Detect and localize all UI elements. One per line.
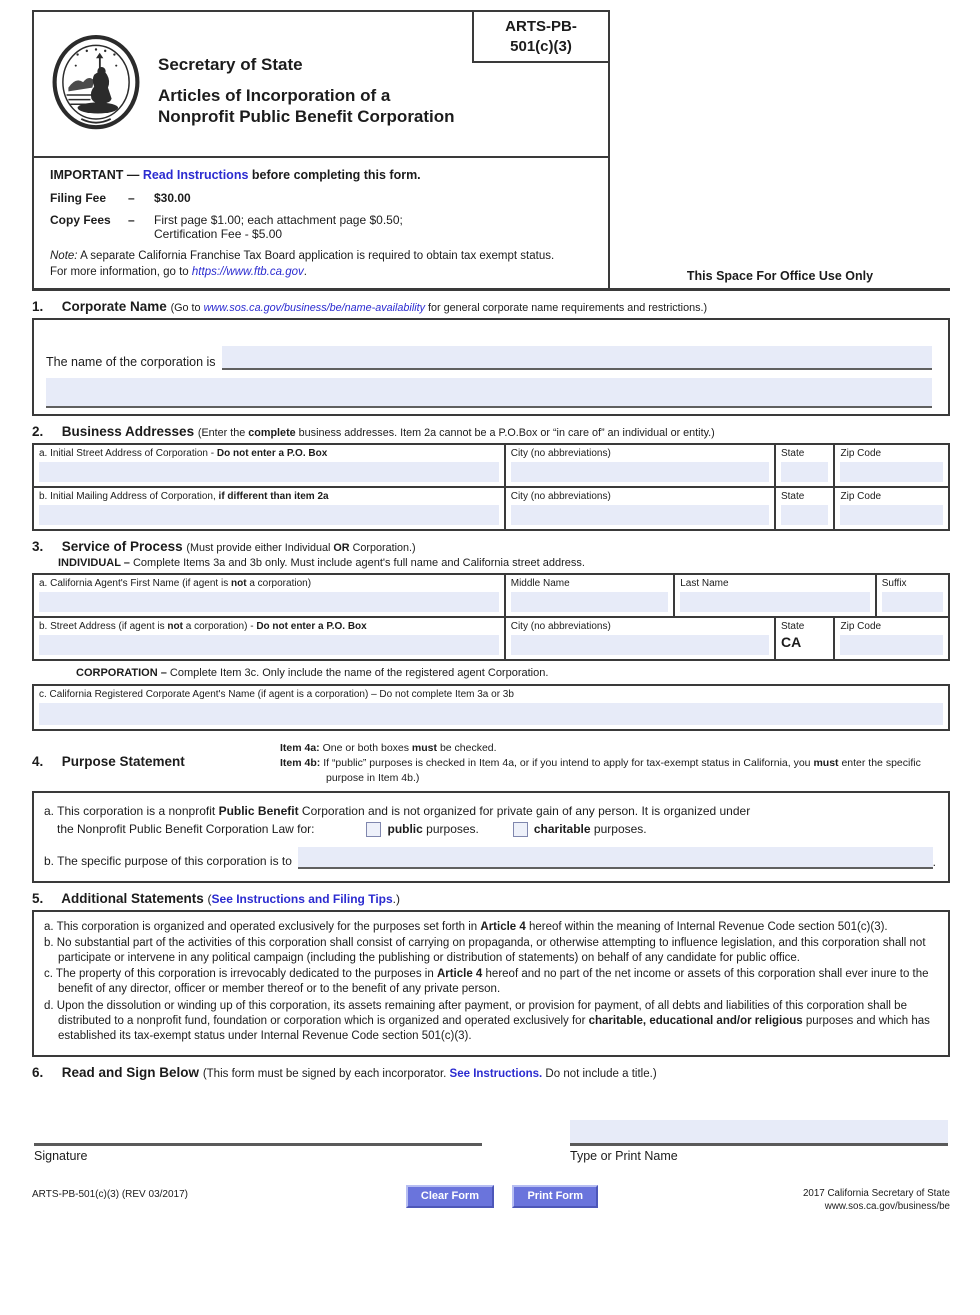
section5-paren-close: .) <box>392 891 401 906</box>
section3-number: 3. <box>32 539 44 555</box>
statement-d <box>44 999 938 1045</box>
individual-label: INDIVIDUAL – <box>58 557 130 570</box>
corporate-agent-name-label: c. California Registered Corporate Agent's Name (if agent is a corporation) – Do not complete Item 3a or 3b <box>39 689 514 701</box>
print-form-button[interactable]: Print Form <box>512 1185 598 1208</box>
specific-purpose-field[interactable] <box>298 847 933 869</box>
purpose-a-post: Corporation and is not organized for private gain of any person. It is organized under <box>301 803 751 818</box>
section2-number: 2. <box>32 424 44 440</box>
read-instructions-link[interactable]: Read Instructions <box>142 168 249 182</box>
section3-or-bold: OR <box>333 542 350 555</box>
city-cell <box>505 487 775 530</box>
california-state-seal-icon <box>50 34 142 134</box>
statement-c-pre: c. The property of this corporation is irrevocably dedicated to the purposes in <box>44 968 434 981</box>
last-name-cell <box>674 574 876 617</box>
filing-fee-value: $30.00 <box>154 191 191 205</box>
section3-title: Service of Process <box>61 539 183 555</box>
specific-purpose-label: b. The specific purpose of this corporation is to <box>44 853 292 868</box>
corporate-name-field-line1[interactable] <box>222 346 932 370</box>
form-code-box <box>472 12 608 63</box>
last-name-label: Last Name <box>680 578 729 590</box>
section4-instructions <box>280 741 950 787</box>
print-name-block <box>570 1120 948 1163</box>
agent-zip-label: Zip Code <box>840 621 882 633</box>
signature-block <box>34 1120 482 1163</box>
state-cell <box>775 444 835 487</box>
table-row <box>33 487 949 530</box>
important-rest: before completing this form. <box>251 168 421 182</box>
charitable-checkbox-label-rest: purposes. <box>593 822 647 837</box>
section2-title: Business Addresses <box>61 424 195 440</box>
signature-label: Signature <box>34 1149 88 1164</box>
agent-street-address-cell <box>33 617 505 660</box>
copy-fees-line2: Certification Fee - $5.00 <box>154 227 283 241</box>
statement-c-post: hereof and no part of the net income or assets of this corporation shall ever inure to the benefit of any director, officer or member thereof or to the benefit of any private person. <box>58 968 929 996</box>
agent-street-label-bold2: Do not enter a P.O. Box <box>256 621 367 633</box>
section1-paren-pre: (Go to <box>170 302 201 315</box>
mailing-address-label-pre: b. Initial Mailing Address of Corporation, <box>39 491 216 503</box>
section6-heading <box>32 1065 950 1080</box>
state-field[interactable] <box>781 462 829 482</box>
city-label: City (no abbreviations) <box>510 448 611 460</box>
header-left-column <box>32 10 610 288</box>
agency-name: Secretary of State <box>158 54 303 74</box>
public-checkbox-label-rest: purposes. <box>426 822 479 837</box>
table-row <box>33 617 949 660</box>
section3-paren-pre: (Must provide either Individual <box>186 542 331 555</box>
statement-a-bold: Article 4 <box>480 920 526 933</box>
statement-a-post: hereof within the meaning of Internal Revenue Code section 501(c)(3). <box>529 920 888 933</box>
copy-fees-row <box>50 213 594 241</box>
section1-title: Corporate Name <box>61 299 167 315</box>
important-label: IMPORTANT — <box>50 168 140 182</box>
note-label: Note: <box>50 250 78 262</box>
street-address-cell <box>33 444 505 487</box>
additional-statements-box <box>32 910 950 1057</box>
suffix-field[interactable] <box>882 592 943 612</box>
copy-fees-value <box>154 213 403 241</box>
charitable-purposes-checkbox[interactable] <box>513 822 528 837</box>
section1-paren-post: for general corporate name requirements and restrictions.) <box>428 302 708 315</box>
agent-street-label-bold1: not <box>167 621 183 633</box>
office-use-area <box>610 10 950 288</box>
office-use-label: This Space For Office Use Only <box>686 269 874 284</box>
section1-heading <box>32 299 950 314</box>
print-name-field[interactable] <box>570 1120 948 1146</box>
purpose-a-line2: the Nonprofit Public Benefit Corporation Law for: <box>57 822 315 837</box>
section4-heading <box>32 741 950 787</box>
corporate-name-box <box>32 318 950 416</box>
corporation-instructions <box>76 667 950 679</box>
section6-paren-pre: (This form must be signed by each incorporator. <box>202 1068 447 1081</box>
agent-state-value: CA <box>780 634 802 651</box>
city-field[interactable] <box>511 462 769 482</box>
middle-name-field[interactable] <box>511 592 668 612</box>
agent-first-name-field[interactable] <box>39 592 499 612</box>
individual-text: Complete Items 3a and 3b only. Must include agent's full name and California street address. <box>132 557 585 570</box>
form-title-line2: Nonprofit Public Benefit Corporation <box>158 107 455 126</box>
agent-city-field[interactable] <box>511 635 769 655</box>
zip-field[interactable] <box>840 505 943 525</box>
mailing-address-cell <box>33 487 505 530</box>
agent-city-label: City (no abbreviations) <box>510 621 611 633</box>
street-address-label-pre: a. Initial Street Address of Corporation - <box>39 448 215 460</box>
corporation-text: Complete Item 3c. Only include the name of the registered agent Corporation. <box>169 667 549 680</box>
agent-street-label-pre: b. Street Address (if agent is <box>39 621 165 633</box>
state-label: State <box>780 448 805 460</box>
agent-first-name-label-post: a corporation) <box>249 578 312 590</box>
corporate-agent-name-cell <box>33 685 949 730</box>
ftb-link[interactable]: https://www.ftb.ca.gov <box>191 265 304 278</box>
corporate-agent-name-field[interactable] <box>39 703 943 725</box>
corporate-agent-table <box>32 684 950 731</box>
suffix-cell <box>876 574 949 617</box>
item4a-post: be checked. <box>439 742 497 755</box>
city-label: City (no abbreviations) <box>510 491 611 503</box>
zip-cell <box>834 444 949 487</box>
item4b-label: Item 4b: <box>280 757 321 770</box>
individual-instructions <box>58 557 950 569</box>
section5-number: 5. <box>32 890 44 906</box>
city-field[interactable] <box>511 505 769 525</box>
section2-paren-post: business addresses. Item 2a cannot be a P.O.Box or “in care of” an individual or entity.) <box>298 427 715 440</box>
form-revision-id: ARTS-PB-501(c)(3) (REV 03/2017) <box>32 1189 188 1201</box>
agent-street-address-field[interactable] <box>39 635 499 655</box>
purpose-a-pre: a. This corporation is a nonprofit <box>44 803 216 818</box>
section4-number: 4. <box>32 754 44 770</box>
item4b-post: enter the specific purpose in Item 4b.) <box>326 757 921 785</box>
statement-c <box>44 967 938 997</box>
suffix-label: Suffix <box>881 578 907 590</box>
ftb-note <box>50 249 594 280</box>
zip-label: Zip Code <box>840 491 882 503</box>
agent-zip-cell <box>834 617 949 660</box>
form-title-line1: Articles of Incorporation of a <box>158 85 391 105</box>
statement-c-bold: Article 4 <box>436 968 483 981</box>
section5-heading <box>32 891 950 906</box>
mailing-address-field[interactable] <box>39 505 499 525</box>
agent-first-name-label-bold: not <box>231 578 247 590</box>
signature-row <box>32 1120 950 1163</box>
clear-form-button[interactable]: Clear Form <box>406 1185 494 1208</box>
state-field[interactable] <box>781 505 829 525</box>
middle-name-label: Middle Name <box>510 578 570 590</box>
state-cell <box>775 487 835 530</box>
form-code-line1: ARTS-PB- <box>505 18 577 35</box>
section2-bold-word: complete <box>248 427 296 440</box>
filing-tips-link[interactable]: See Instructions and Filing Tips <box>211 891 393 906</box>
signature-field[interactable] <box>34 1120 482 1146</box>
business-address-table <box>32 443 950 531</box>
public-purposes-checkbox[interactable] <box>366 822 381 837</box>
section6-paren-post: Do not include a title.) <box>545 1068 657 1081</box>
agent-city-cell <box>505 617 775 660</box>
form-code-line2: 501(c)(3) <box>510 37 572 55</box>
public-checkbox-label-bold: public <box>387 822 423 837</box>
copy-fees-line1: First page $1.00; each attachment page $0.50; <box>154 213 403 227</box>
table-row <box>33 685 949 730</box>
table-row <box>33 444 949 487</box>
statement-b: b. No substantial part of the activities of this corporation shall consist of carrying on propaganda, or otherwise attempting to influence legislation, and this corporation shall not participate or intervene in any political campaign (including the publishing or distribution of statements) on behalf of any candidate for public office. <box>44 936 926 965</box>
zip-cell <box>834 487 949 530</box>
copy-fees-label: Copy Fees <box>50 213 111 227</box>
form-header-area <box>32 10 950 291</box>
specific-purpose-period: . <box>932 854 936 869</box>
section5-paren-open: ( <box>207 891 212 906</box>
zip-label: Zip Code <box>840 448 882 460</box>
note-period: . <box>303 265 307 278</box>
middle-name-cell <box>505 574 674 617</box>
copy-fees-dash: – <box>128 213 135 227</box>
section2-paren-pre: (Enter the <box>197 427 246 440</box>
item4a-pre: One or both boxes <box>322 742 409 755</box>
note-text: A separate California Franchise Tax Board application is required to obtain tax exempt status. For more information, go to <box>50 250 555 278</box>
footer-credit <box>652 1185 950 1213</box>
corporation-label: CORPORATION – <box>76 667 167 680</box>
footer <box>32 1185 950 1213</box>
statement-d-bold: charitable, educational and/or religious <box>588 1014 803 1027</box>
last-name-field[interactable] <box>680 592 870 612</box>
agent-first-name-cell <box>33 574 505 617</box>
charitable-checkbox-label-bold: charitable <box>533 822 591 837</box>
item4b-pre: If “public” purposes is checked in Item 4a, or if you intend to apply for tax-exempt status in California, you <box>323 757 811 770</box>
notice-box <box>34 158 608 288</box>
mailing-address-label-bold: if different than item 2a <box>218 491 329 503</box>
section6-number: 6. <box>32 1065 44 1081</box>
agent-name-table <box>32 573 950 618</box>
street-address-field[interactable] <box>39 462 499 482</box>
section5-title: Additional Statements <box>61 890 204 906</box>
agent-address-table <box>32 616 950 661</box>
agent-first-name-label-pre: a. California Agent's First Name (if agent is <box>39 578 229 590</box>
section6-title: Read and Sign Below <box>61 1065 200 1081</box>
section4-title: Purpose Statement <box>61 754 185 770</box>
footer-credit-line2: www.sos.ca.gov/business/be <box>824 1201 950 1213</box>
zip-field[interactable] <box>840 462 943 482</box>
corporate-name-field-line2[interactable] <box>46 378 932 408</box>
statement-a-pre: a. This corporation is organized and operated exclusively for the purposes set forth in <box>44 920 478 933</box>
agent-state-cell <box>775 617 835 660</box>
agent-street-label-mid: a corporation) - <box>185 621 254 633</box>
print-name-label: Type or Print Name <box>570 1149 678 1164</box>
table-row <box>33 574 949 617</box>
street-address-label-bold: Do not enter a P.O. Box <box>216 448 328 460</box>
filing-fee-label: Filing Fee <box>50 191 107 205</box>
filing-fee-row <box>50 191 594 205</box>
see-instructions-link[interactable]: See Instructions. <box>449 1068 543 1081</box>
filing-fee-dash: – <box>128 191 135 205</box>
footer-credit-line1: 2017 California Secretary of State <box>802 1188 950 1200</box>
statement-d-pre: d. Upon the dissolution or winding up of this corporation, its assets remaining after payment, or provision for payment, of all debts and liabilities of this corporation shall be distributed to a nonprofit fund, foundation or corporation which is organized and operated exclusively for <box>44 999 907 1027</box>
statement-a <box>44 920 938 935</box>
agent-zip-field[interactable] <box>840 635 943 655</box>
item4a-label: Item 4a: <box>280 742 320 755</box>
header-box <box>34 12 608 158</box>
item4a-bold: must <box>411 742 438 755</box>
agent-state-label: State <box>780 621 805 633</box>
section2-heading <box>32 424 950 439</box>
section3-paren-post: Corporation.) <box>352 542 416 555</box>
purpose-a-bold: Public Benefit <box>218 803 299 818</box>
item4b-bold: must <box>813 757 839 770</box>
section3-heading <box>32 539 950 554</box>
corporate-name-label: The name of the corporation is <box>46 355 216 370</box>
statement-d-post: purposes and which has established its tax-exempt status under Internal Revenue Code section 501(c)(3). <box>58 1014 930 1042</box>
name-availability-link[interactable]: www.sos.ca.gov/business/be/name-availability <box>203 302 426 315</box>
state-label: State <box>780 491 805 503</box>
city-cell <box>505 444 775 487</box>
section1-number: 1. <box>32 299 44 315</box>
form-titles <box>158 41 455 128</box>
purpose-statement-box <box>32 791 950 883</box>
